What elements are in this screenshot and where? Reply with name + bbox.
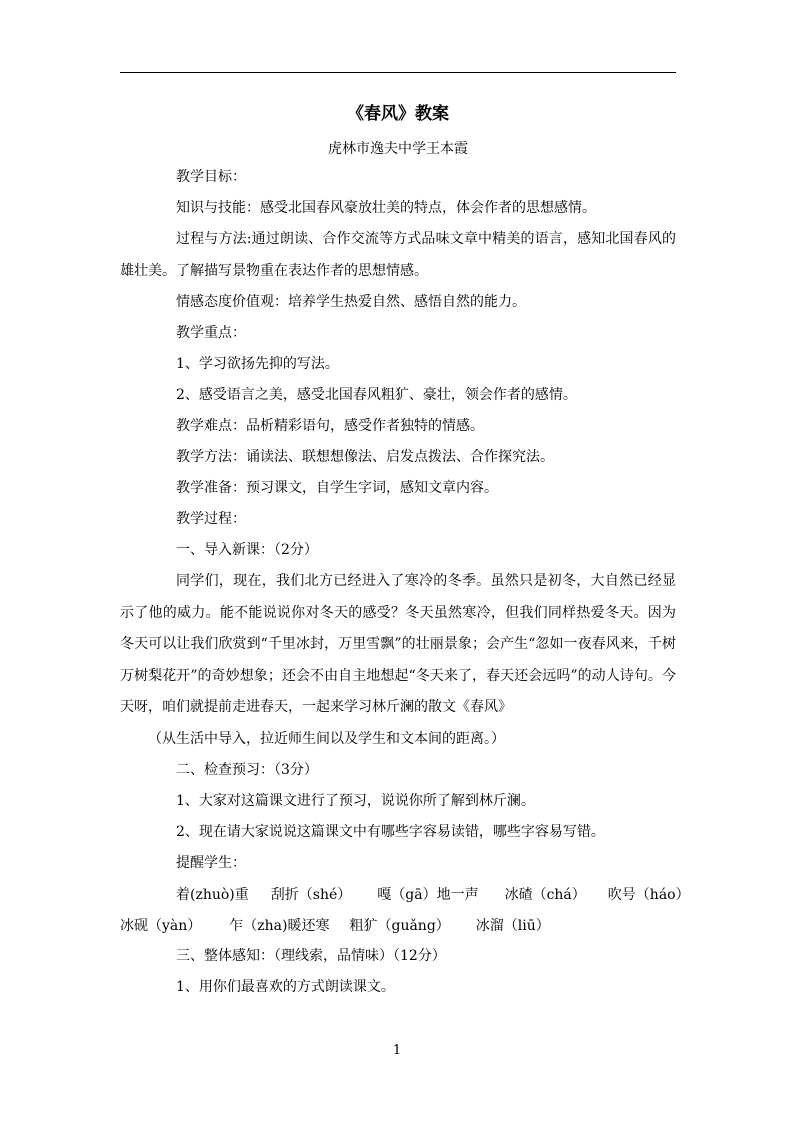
section-heading: 教学过程： <box>176 511 246 527</box>
document-body <box>120 98 690 1003</box>
objective-knowledge: 知识与技能：感受北国春风豪放壮美的特点，体会作者的思想感情。 <box>176 200 596 216</box>
pinyin-item: 粗犷（guǎng） <box>349 918 450 934</box>
step-heading: 三、整体感知：（理线索，品情味）（12分） <box>176 947 446 964</box>
method-line: 教学方法：诵读法、联想想像法、启发点拨法、合作探究法。 <box>176 449 554 465</box>
list-item: 2、感受语言之美，感受北国春风粗犷、豪壮，领会作者的感情。 <box>176 387 577 403</box>
section-heading: 教学目标： <box>176 169 246 185</box>
teaching-note: （从生活中导入，拉近师生间以及学生和文本间的距离。） <box>148 730 505 747</box>
pinyin-item: 冰溜（liū） <box>475 918 550 934</box>
pinyin-row <box>120 879 690 910</box>
pinyin-item: 吹号（háo） <box>607 887 690 903</box>
list-item: 2、现在请大家说说这篇课文中有哪些字容易读错，哪些字容易写错。 <box>176 823 605 840</box>
section-heading: 教学重点： <box>176 325 246 341</box>
pinyin-item: 刮折（shé） <box>270 887 352 903</box>
page-number: 1 <box>392 1043 402 1058</box>
list-item: 1、大家对这篇课文进行了预习，说说你所了解到林斤澜。 <box>176 792 535 809</box>
step-heading: 一、导入新课：（2分） <box>176 542 318 558</box>
document-title: 《春风》教案 <box>347 104 449 124</box>
preparation-line: 教学准备：预习课文，自学生字词，感知文章内容。 <box>176 480 498 496</box>
pinyin-item: 嘎（gā）地一声 <box>377 887 479 903</box>
list-item: 1、学习欲扬先抑的写法。 <box>176 356 339 372</box>
objective-emotion: 情感态度价值观：培养学生热爱自然、感悟自然的能力。 <box>176 294 526 310</box>
pinyin-row <box>120 910 676 941</box>
pinyin-item: 乍（zha)暖还寒 <box>229 918 330 934</box>
header-rule <box>120 72 676 73</box>
list-item: 1、用你们最喜欢的方式朗读课文。 <box>176 978 395 995</box>
step-heading: 二、检查预习：（3分） <box>176 761 318 778</box>
objective-process: 过程与方法:通过朗读、合作交流等方式品味文章中精美的语言，感知北国春风的雄壮美。了解描写景物重在表达作者的思想情感。 <box>120 231 676 279</box>
reminder-heading: 提醒学生： <box>176 854 246 871</box>
pinyin-item: 冰碴（chá） <box>504 887 586 903</box>
difficulty-line: 教学难点：品析精彩语句，感受作者独特的情感。 <box>176 418 484 434</box>
pinyin-item: 冰砚（yàn） <box>120 918 202 934</box>
author-line: 虎林市逸夫中学王本霞 <box>328 141 468 157</box>
pinyin-item: 着(zhuò)重 <box>176 887 249 903</box>
intro-paragraph: 同学们，现在，我们北方已经进入了寒冷的冬季。虽然只是初冬，大自然已经显示了他的威力。能不能说说你对冬天的感受？冬天虽然寒冷，但我们同样热爱冬天。因为冬天可以让我们欣赏到“千里冰封，万里雪飘”的壮丽景象；会产生“忽如一夜春风来，千树万树梨花开”的奇妙想象；还会不由自主地想起“冬天来了，春天还会远吗”的动人诗句。今天呀，咱们就提前走进春天，一起来学习林斤澜的散文《春风》 <box>120 573 676 715</box>
